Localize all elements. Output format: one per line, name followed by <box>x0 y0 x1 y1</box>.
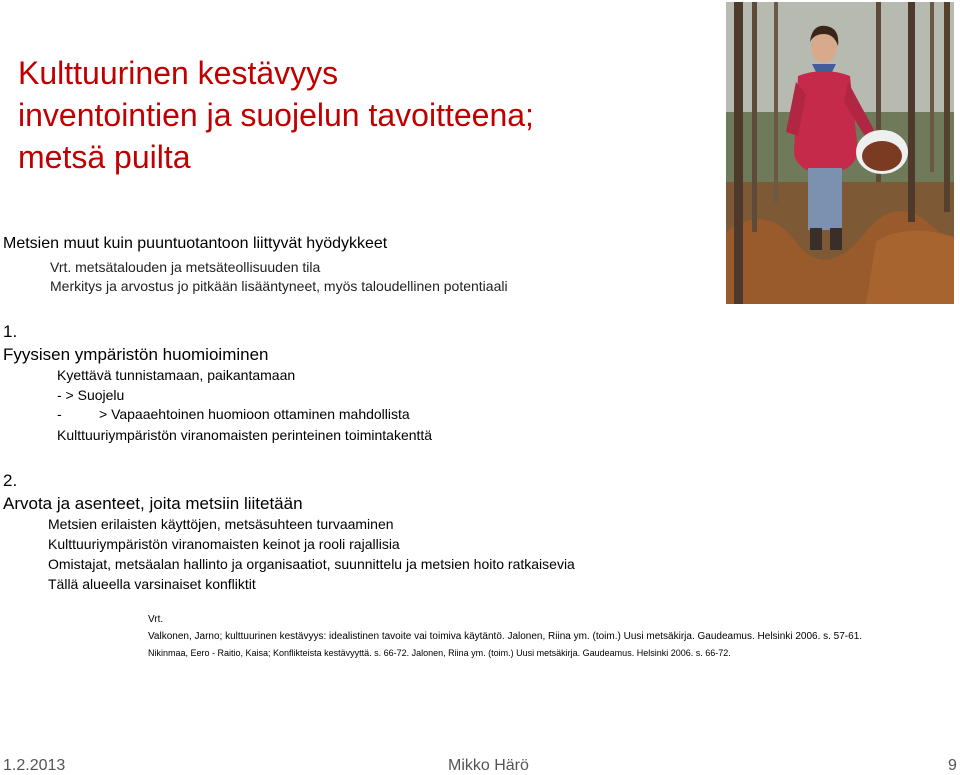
references-label: Vrt. <box>148 614 164 625</box>
footer-author: Mikko Härö <box>448 757 529 774</box>
page-number: 9 <box>948 757 957 774</box>
reference-2: Nikinmaa, Eero - Raitio, Kaisa; Konflikteista kestävyyttä. s. 66-72. Jalonen, Riina ym. (toim.) Uusi metsäkirja. Gaudeamus. Helsinki 2006. s. 66-72. <box>148 648 731 658</box>
intro-heading: Metsien muut kuin puuntuotantoon liittyvät hyödykkeet <box>3 235 388 252</box>
slide-title <box>18 52 708 178</box>
section-2-item: Tällä alueella varsinaiset konfliktit <box>48 576 256 592</box>
intro-line-2: Merkitys ja arvostus jo pitkään lisääntyneet, myös taloudellinen potentiaali <box>50 278 508 294</box>
title-line-2: inventointien ja suojelun tavoitteena; <box>18 97 534 133</box>
section-2-item: Metsien erilaisten käyttöjen, metsäsuhteen turvaaminen <box>48 516 394 532</box>
title-line-3: metsä puilta <box>18 139 191 175</box>
section-1-heading: Fyysisen ympäristön huomioiminen <box>3 345 269 364</box>
forest-photo <box>726 2 954 304</box>
section-1-number: 1. <box>3 322 18 341</box>
section-1-item: Kyettävä tunnistamaan, paikantamaan <box>57 367 296 383</box>
section-2-number: 2. <box>3 471 18 490</box>
section-2-item: Omistajat, metsäalan hallinto ja organisaatiot, suunnittelu ja metsien hoito ratkaisevia <box>48 556 575 572</box>
intro-line-1: Vrt. metsätalouden ja metsäteollisuuden tila <box>50 259 321 275</box>
section-1-item: - > Suojelu <box>57 387 125 403</box>
section-1-dash-item <box>57 406 410 422</box>
references <box>148 611 862 662</box>
reference-1: Valkonen, Jarno; kulttuurinen kestävyys: idealistinen tavoite vai toimiva käytäntö. Jalonen, Riina ym. (toim.) Uusi metsäkirja. Gaudeamus. Helsinki 2006. s. 57-61. <box>148 631 863 642</box>
section-1-item: > Vapaaehtoinen huomioon ottaminen mahdollista <box>99 406 410 422</box>
section-2-heading: Arvota ja asenteet, joita metsiin liitetään <box>3 494 303 513</box>
woman-in-forest-image <box>726 2 954 304</box>
section-2-item: Kulttuuriympäristön viranomaisten keinot ja rooli rajallisia <box>48 536 400 552</box>
title-line-1: Kulttuurinen kestävyys <box>18 55 339 91</box>
section-1-item: Kulttuuriympäristön viranomaisten perinteinen toimintakenttä <box>57 427 433 443</box>
footer-date: 1.2.2013 <box>3 757 66 774</box>
dash-marker: - <box>57 406 62 422</box>
